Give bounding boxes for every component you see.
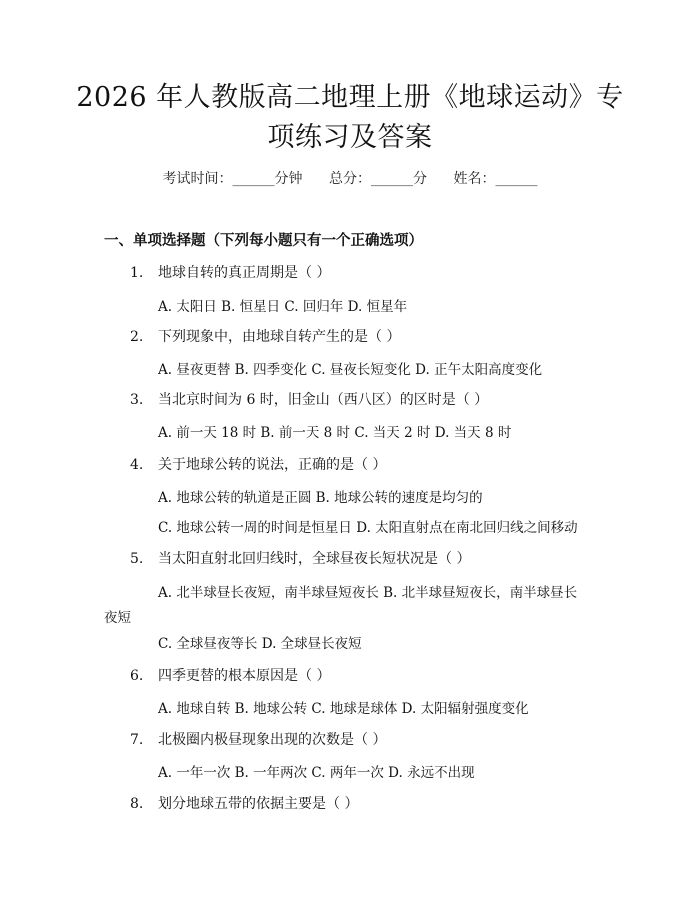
question-4-options-line-2: C. 地球公转一周的时间是恒星日 D. 太阳直射点在南北回归线之间移动 (158, 520, 578, 536)
question-text: 地球自转的真正周期是（ ） (158, 265, 331, 281)
exam-name: 姓名：______ (453, 171, 538, 187)
question-5-options-line-1: A. 北半球昼长夜短，南半球昼短夜长 B. 北半球昼短夜长，南半球昼长 (158, 585, 578, 601)
question-2-options: A. 昼夜更替 B. 四季变化 C. 昼夜长短变化 D. 正午太阳高度变化 (158, 362, 543, 378)
exam-meta (0, 168, 700, 188)
section-heading: 一、单项选择题（下列每小题只有一个正确选项） (104, 232, 423, 249)
question-text: 当北京时间为 6 时，旧金山（西八区）的区时是（ ） (158, 392, 489, 408)
exam-time: 考试时间：______分钟 (162, 171, 303, 187)
question-3 (130, 389, 488, 409)
question-5 (130, 548, 470, 568)
question-6-options: A. 地球自转 B. 地球公转 C. 地球是球体 D. 太阳辐射强度变化 (158, 701, 529, 717)
question-5-options-wrap: 夜短 (104, 610, 131, 626)
question-number: 7. (130, 732, 144, 748)
question-text: 下列现象中，由地球自转产生的是（ ） (158, 329, 401, 345)
question-1 (130, 262, 330, 282)
question-4 (130, 454, 386, 474)
question-7-options: A. 一年一次 B. 一年两次 C. 两年一次 D. 永远不出现 (158, 765, 475, 781)
question-5-options-line-2: C. 全球昼夜等长 D. 全球昼长夜短 (158, 636, 362, 652)
question-number: 3. (130, 392, 144, 408)
question-text: 四季更替的根本原因是（ ） (158, 668, 331, 684)
question-number: 4. (130, 457, 144, 473)
exam-score: 总分：______分 (329, 171, 427, 187)
title-line-2: 项练习及答案 (267, 122, 433, 153)
question-7 (130, 729, 386, 749)
document-title (70, 78, 630, 158)
question-2 (130, 326, 400, 346)
question-8 (130, 793, 358, 813)
question-number: 6. (130, 668, 144, 684)
question-text: 关于地球公转的说法，正确的是（ ） (158, 457, 387, 473)
question-3-options: A. 前一天 18 时 B. 前一天 8 时 C. 当天 2 时 D. 当天 8 时 (158, 425, 512, 441)
question-number: 5. (130, 551, 144, 567)
question-1-options: A. 太阳日 B. 恒星日 C. 回归年 D. 恒星年 (158, 299, 408, 315)
question-number: 1. (130, 265, 144, 281)
title-line-1: 2026 年人教版高二地理上册《地球运动》专 (76, 82, 624, 113)
question-4-options-line-1: A. 地球公转的轨道是正圆 B. 地球公转的速度是均匀的 (158, 490, 483, 506)
question-number: 8. (130, 796, 144, 812)
question-text: 划分地球五带的依据主要是（ ） (158, 796, 359, 812)
question-text: 北极圈内极昼现象出现的次数是（ ） (158, 732, 387, 748)
question-6 (130, 665, 330, 685)
question-text: 当太阳直射北回归线时，全球昼夜长短状况是（ ） (158, 551, 471, 567)
question-number: 2. (130, 329, 144, 345)
